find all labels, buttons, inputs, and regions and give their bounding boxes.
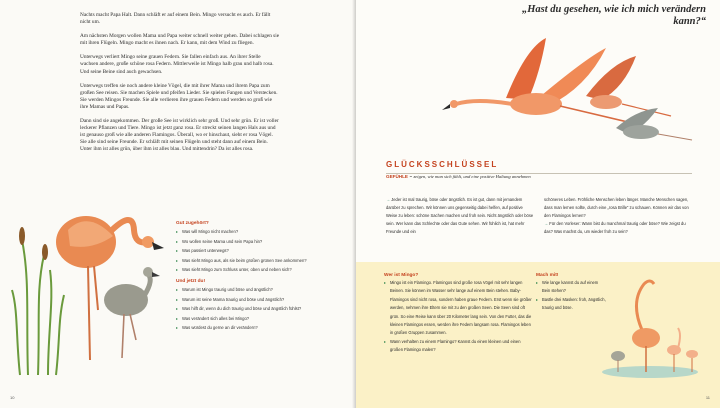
qa-question: ▸ Warum ist Mingo traurig und böse und ängstlich? [176, 285, 336, 295]
qa-question: ▸ Was sieht Mingo aus, als sie beim großen grünen See ankommen? [176, 256, 336, 266]
text-column-1 [386, 196, 534, 236]
info-panel [356, 262, 720, 408]
reed-head [42, 244, 48, 260]
subtitle-label: GEFÜHLE [386, 174, 408, 179]
qa-questions-title: Gut zugehört? [176, 221, 209, 226]
qa-questions [176, 220, 336, 275]
reed-head [19, 227, 25, 245]
quote-heading: „Hast du gesehen, wie ich mich verändern kann?“ [521, 4, 706, 27]
flamingo-wing [506, 38, 546, 100]
story-paragraph: Unterwegs verliert Mingo seine grauen Federn. Sie fallen einfach aus. An ihrer Stelle wachsen andere, große schöne rosa Federn. Mittlerweile ist Mingo halb grau und halb rosa. Und seine Beine sind auch gewachsen. [80, 54, 274, 75]
flamingo-neck [456, 101, 512, 104]
flamingo-illustration [8, 200, 178, 380]
box-item: ▸ Wann verhalten zu einem Flamingo? Kannst du einen kleinen und einen großen Flamingo malen? [384, 338, 534, 355]
qa-question: ▸ Was verändert sich alles bei Mingo? [176, 314, 336, 324]
baby-flamingo-body [623, 125, 659, 139]
story-text [80, 12, 280, 161]
flamingo-body [590, 95, 622, 109]
adult-flamingo-beak [152, 242, 164, 250]
baby-flamingo-body [611, 351, 625, 361]
box-item: ▸ Mingo ist ein Flamingo. Flamingos sind große rosa Vögel mit sehr langen Beinen. Sie können im Wasser sehr lange auf einem Bein stehen. Baby-Flamingos sind nicht rosa, sondern haben graue Federn. Erst wenn sie größer werden, nehmen ihre Eltern sie mit zu den großen Seen. Die Seen sind oft grün. So eine Reise kann über 20 Kilometer lang sein. Von den Futter, das die kleinen Flamingos essen, werden ihre Federn langsam rosa. Flamingos leben in großen Gruppen zusammen. [384, 279, 534, 338]
adult-flamingo-neck [112, 220, 148, 243]
left-page [0, 0, 356, 408]
flamingo-body [510, 93, 562, 115]
section-title: GLÜCKSSCHLÜSSEL [386, 160, 499, 169]
adult-flamingo-leg [88, 266, 90, 360]
flying-flamingos-illustration [436, 28, 696, 158]
subtitle-text: = zeigen, wie man sich fühlt, und eine positive Haltung annehmen [409, 174, 531, 179]
flamingo-neck [636, 281, 654, 330]
baby-flamingo-neck [144, 274, 150, 296]
text-column-2 [544, 196, 694, 236]
right-page [356, 0, 720, 408]
column-text: schöneres Leben. Fröhliche Menschen leben länger. Manche Menschen sagen, dass man lernen sollte, durch eine „rosa Brille“ zu schauen. Können wir das von den Flamingos lernen? [544, 197, 689, 218]
qa-question: ▸ Was hilft dir, wenn du dich traurig und böse und ängstlich fühlst? [176, 304, 336, 314]
arrow-icon: → [544, 221, 550, 226]
qa-question: ▸ Wo wollen seine Mama und sein Papa hin? [176, 237, 336, 247]
page-number: 11 [705, 395, 710, 400]
story-paragraph: Dann sind sie angekommen. Der große See ist wirklich sehr groß. Und sehr grün. Er ist voller leckerer Pflanzen und Tiere. Mingo ist jetzt ganz rosa. Er streckt seinen langen Hals aus und ist genauso groß wie alle anderen Flamingos. Überall, wo er hinschaut, sieht er rosa Vögel. Sie alle sind seine Freunde. Er schläft mit seinen Flügeln und steht dann auf einem Bein. Unter ihm ist alles grün, über ihm ist alles blau. Und mittendrin? Da ist alles rosa. [80, 118, 279, 153]
flamingo-body [632, 328, 660, 348]
flamingo-neck [678, 328, 680, 348]
box-item: ▸ Wie lange kannst du auf einem Bein stehen? [536, 279, 606, 296]
box-mach-mit [536, 272, 606, 313]
qa-you [176, 278, 336, 333]
box-title: Wer ist Mingo? [384, 273, 419, 278]
reeds [12, 240, 64, 375]
qa-question: ▸ Was passiert unterwegs? [176, 246, 336, 256]
water-shadow [602, 366, 698, 378]
page-number: 10 [10, 395, 15, 400]
baby-flamingo-legs [658, 134, 692, 140]
box-item: ▸ Bastle drei Masken: froh, ängstlich, traurig und böse. [536, 296, 606, 313]
flamingo-head [450, 100, 458, 108]
baby-flamingo-head [143, 267, 153, 277]
qa-you-title: Und jetzt du! [176, 279, 206, 284]
story-paragraph: Unterwegs treffen sie noch andere kleine Vögel, die mit ihrer Mama und ihrem Papa zum großen See reisen. Sie machen Spiele und pfeifen Lieder. Sie spielen Fangen und Verstecken. Sie werden Mingos Freunde. Sie alle verlieren ihre grauen Federn und werden so groß wie ihre Mamas und Papas. [80, 82, 278, 110]
flamingo-body [686, 350, 698, 358]
qa-question: ▸ Was sieht Mingo zum Schluss unter, oben und neben sich? [176, 265, 336, 275]
flamingo-beak [442, 104, 450, 110]
adult-flamingo-head [142, 236, 154, 248]
baby-flamingo-leg [122, 314, 124, 358]
qa-question: ▸ Was würdest du gerne an dir verändern? [176, 323, 336, 333]
story-paragraph: Am nächsten Morgen wollen Mama und Papa weiter schnell weiter gehen. Dabei schlagen sie mit ihren Flügeln. Mingo macht es ihnen nach. Er kann, mit dem Wind zu fliegen. [80, 33, 280, 47]
column-text: Jeder ist mal traurig, böse oder ängstlich. Es ist gut, dann mit jemandem darüber zu sprechen. Wir können uns gegenseitig dabei helfen, auf positive Weise zu leben: schöne Sachen machen und froh sein. Nicht ängstlich oder böse sein. Wer kann das Schlechte oder das Gute sehen. Wir fühlich ist, hat mehr Freunde und ein [386, 197, 534, 234]
baby-flamingo-leg [130, 314, 136, 340]
column-text: Für den Vorleser: Wann bist du manchmal traurig oder böse? Wie zeigst du das? Was machst du, um wieder froh zu sein? [544, 221, 686, 234]
section-subtitle [386, 174, 531, 179]
story-paragraph: Nachts macht Papa Halt. Dann schläft er auf einem Bein. Mingo versucht es auch. Er fällt nicht um. [80, 12, 271, 26]
box-title: Mach mit! [536, 273, 559, 278]
baby-flamingo-beak [152, 272, 160, 277]
arrow-icon: → [386, 197, 392, 202]
baby-flamingo-body [104, 284, 148, 316]
adult-flamingo-leg [94, 266, 98, 310]
qa-question: ▸ Was will Mingo nicht machen? [176, 227, 336, 237]
box-who-is-mingo [384, 272, 534, 355]
flamingo-group-illustration [600, 272, 710, 382]
qa-question: ▸ Warum ist seine Mama traurig und böse und ängstlich? [176, 295, 336, 305]
